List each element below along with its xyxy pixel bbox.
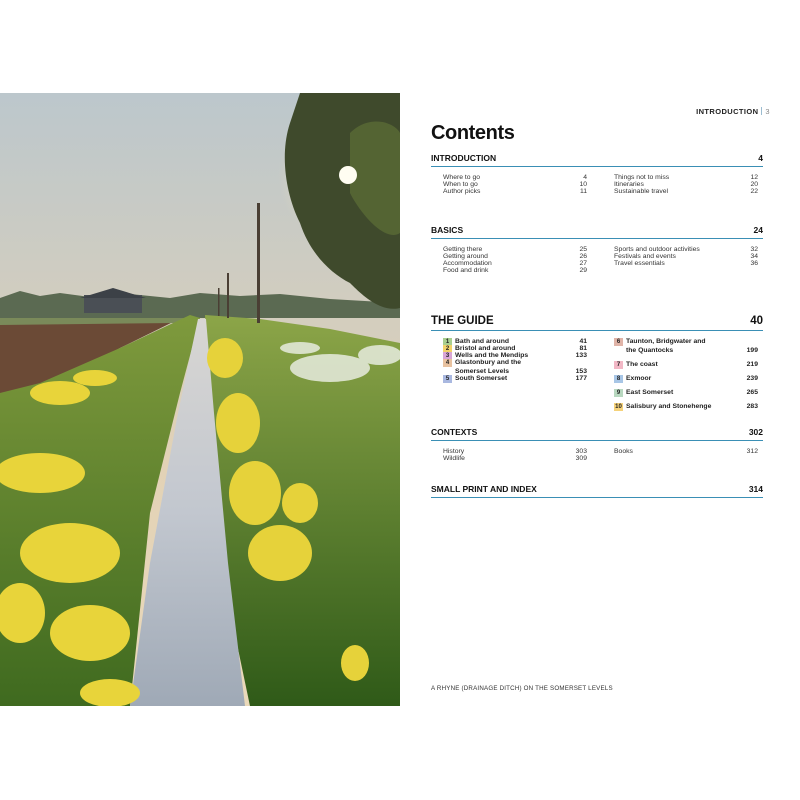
- section-page: 302: [748, 427, 763, 437]
- entry-page: 25: [579, 246, 587, 253]
- entry-label: Author picks: [443, 188, 481, 195]
- chapter-page: 199: [746, 347, 758, 354]
- chapter-label: Glastonbury and the Somerset Levels: [455, 359, 522, 375]
- entry-page: 27: [579, 260, 587, 267]
- chapter-label: Bath and around: [455, 338, 509, 345]
- entry-page: 34: [750, 253, 758, 260]
- chapter-page: 219: [746, 361, 758, 368]
- entry-page: 309: [575, 455, 587, 462]
- section-title: BASICS: [431, 225, 464, 235]
- running-head-label: INTRODUCTION: [696, 107, 759, 116]
- entry-page: 26: [579, 253, 587, 260]
- chapter-page: 153: [575, 368, 587, 375]
- chapter-page: 41: [579, 338, 587, 345]
- contents-page: [431, 100, 770, 706]
- chapter-page: 177: [575, 375, 587, 382]
- entry-page: 4: [583, 174, 587, 181]
- entry-page: 36: [750, 260, 758, 267]
- section-page: 4: [758, 153, 763, 163]
- chapter-page: 133: [575, 352, 587, 359]
- entry-label: Itineraries: [614, 181, 644, 188]
- entry-label: Wildlife: [443, 455, 465, 462]
- chapter-number: 10: [615, 404, 622, 410]
- chapter-label: Exmoor: [626, 375, 652, 382]
- section-title: SMALL PRINT AND INDEX: [431, 484, 537, 494]
- chapter-number: 7: [614, 361, 623, 369]
- entry-label: Festivals and events: [614, 253, 676, 260]
- entry-label: When to go: [443, 181, 478, 188]
- section-header[interactable]: [431, 426, 763, 441]
- section-guide: [431, 312, 763, 410]
- chapter-page: 239: [746, 375, 758, 382]
- chapter-number: 9: [614, 389, 623, 397]
- entry-label: Food and drink: [443, 267, 489, 274]
- chapter-page: 81: [579, 345, 587, 352]
- entry-page: 10: [579, 181, 587, 188]
- entry-label: Accommodation: [443, 260, 492, 267]
- entry-label: Getting around: [443, 253, 488, 260]
- entry-page: 11: [579, 188, 587, 195]
- entry-page: 312: [746, 448, 758, 455]
- section-title: INTRODUCTION: [431, 153, 497, 163]
- chapter-label: Bristol and around: [455, 345, 516, 352]
- section-page: 314: [748, 484, 763, 494]
- section-header[interactable]: [431, 224, 763, 239]
- section-header[interactable]: [431, 483, 763, 498]
- section-contexts: [431, 426, 763, 462]
- entry-label: Sports and outdoor activities: [614, 246, 700, 253]
- chapter-label: The coast: [626, 361, 658, 368]
- chapter-number: 8: [614, 375, 623, 383]
- section-small-print: [431, 483, 763, 498]
- chapter-label: East Somerset: [626, 389, 674, 396]
- chapter-number: 1: [443, 338, 452, 346]
- photo-caption: A RHYNE (DRAINAGE DITCH) ON THE SOMERSET LEVELS: [431, 685, 613, 692]
- entry-page: 32: [750, 246, 758, 253]
- chapter-number: 2: [443, 345, 452, 353]
- photo-illustration: [0, 93, 400, 706]
- entry-label: Getting there: [443, 246, 483, 253]
- chapter-label: Salisbury and Stonehenge: [626, 403, 712, 410]
- chapter-number: 5: [443, 375, 452, 383]
- section-page: 24: [753, 225, 763, 235]
- page-number: 3: [765, 107, 770, 116]
- entry-label: Things not to miss: [614, 174, 670, 181]
- section-title: CONTEXTS: [431, 427, 478, 437]
- section-page: 40: [750, 315, 763, 327]
- section-introduction: [431, 152, 763, 195]
- chapter-number: 4: [443, 359, 452, 367]
- entry-label: Sustainable travel: [614, 188, 669, 195]
- entry-page: 29: [579, 267, 587, 274]
- chapter-number: 3: [443, 352, 452, 360]
- section-basics: [431, 224, 763, 274]
- page-title: Contents: [431, 122, 515, 144]
- chapter-page: 265: [746, 389, 758, 396]
- entry-label: Books: [614, 448, 633, 455]
- cover-photo: [0, 93, 400, 706]
- running-head-divider: [761, 107, 762, 115]
- entry-page: 303: [575, 448, 587, 455]
- chapter-page: 283: [746, 403, 758, 410]
- entry-page: 12: [750, 174, 758, 181]
- section-title: THE GUIDE: [431, 315, 494, 327]
- entry-label: Travel essentials: [614, 260, 665, 267]
- chapter-label: Wells and the Mendips: [455, 352, 529, 359]
- entry-label: History: [443, 448, 465, 455]
- entry-label: Where to go: [443, 174, 481, 181]
- section-header[interactable]: [431, 312, 763, 331]
- chapter-label: South Somerset: [455, 375, 508, 382]
- chapter-number: 6: [614, 338, 623, 346]
- entry-page: 22: [750, 188, 758, 195]
- running-head: [696, 107, 770, 116]
- chapter-label: Taunton, Bridgwater and the Quantocks: [626, 338, 706, 354]
- section-header[interactable]: [431, 152, 763, 167]
- entry-page: 20: [750, 181, 758, 188]
